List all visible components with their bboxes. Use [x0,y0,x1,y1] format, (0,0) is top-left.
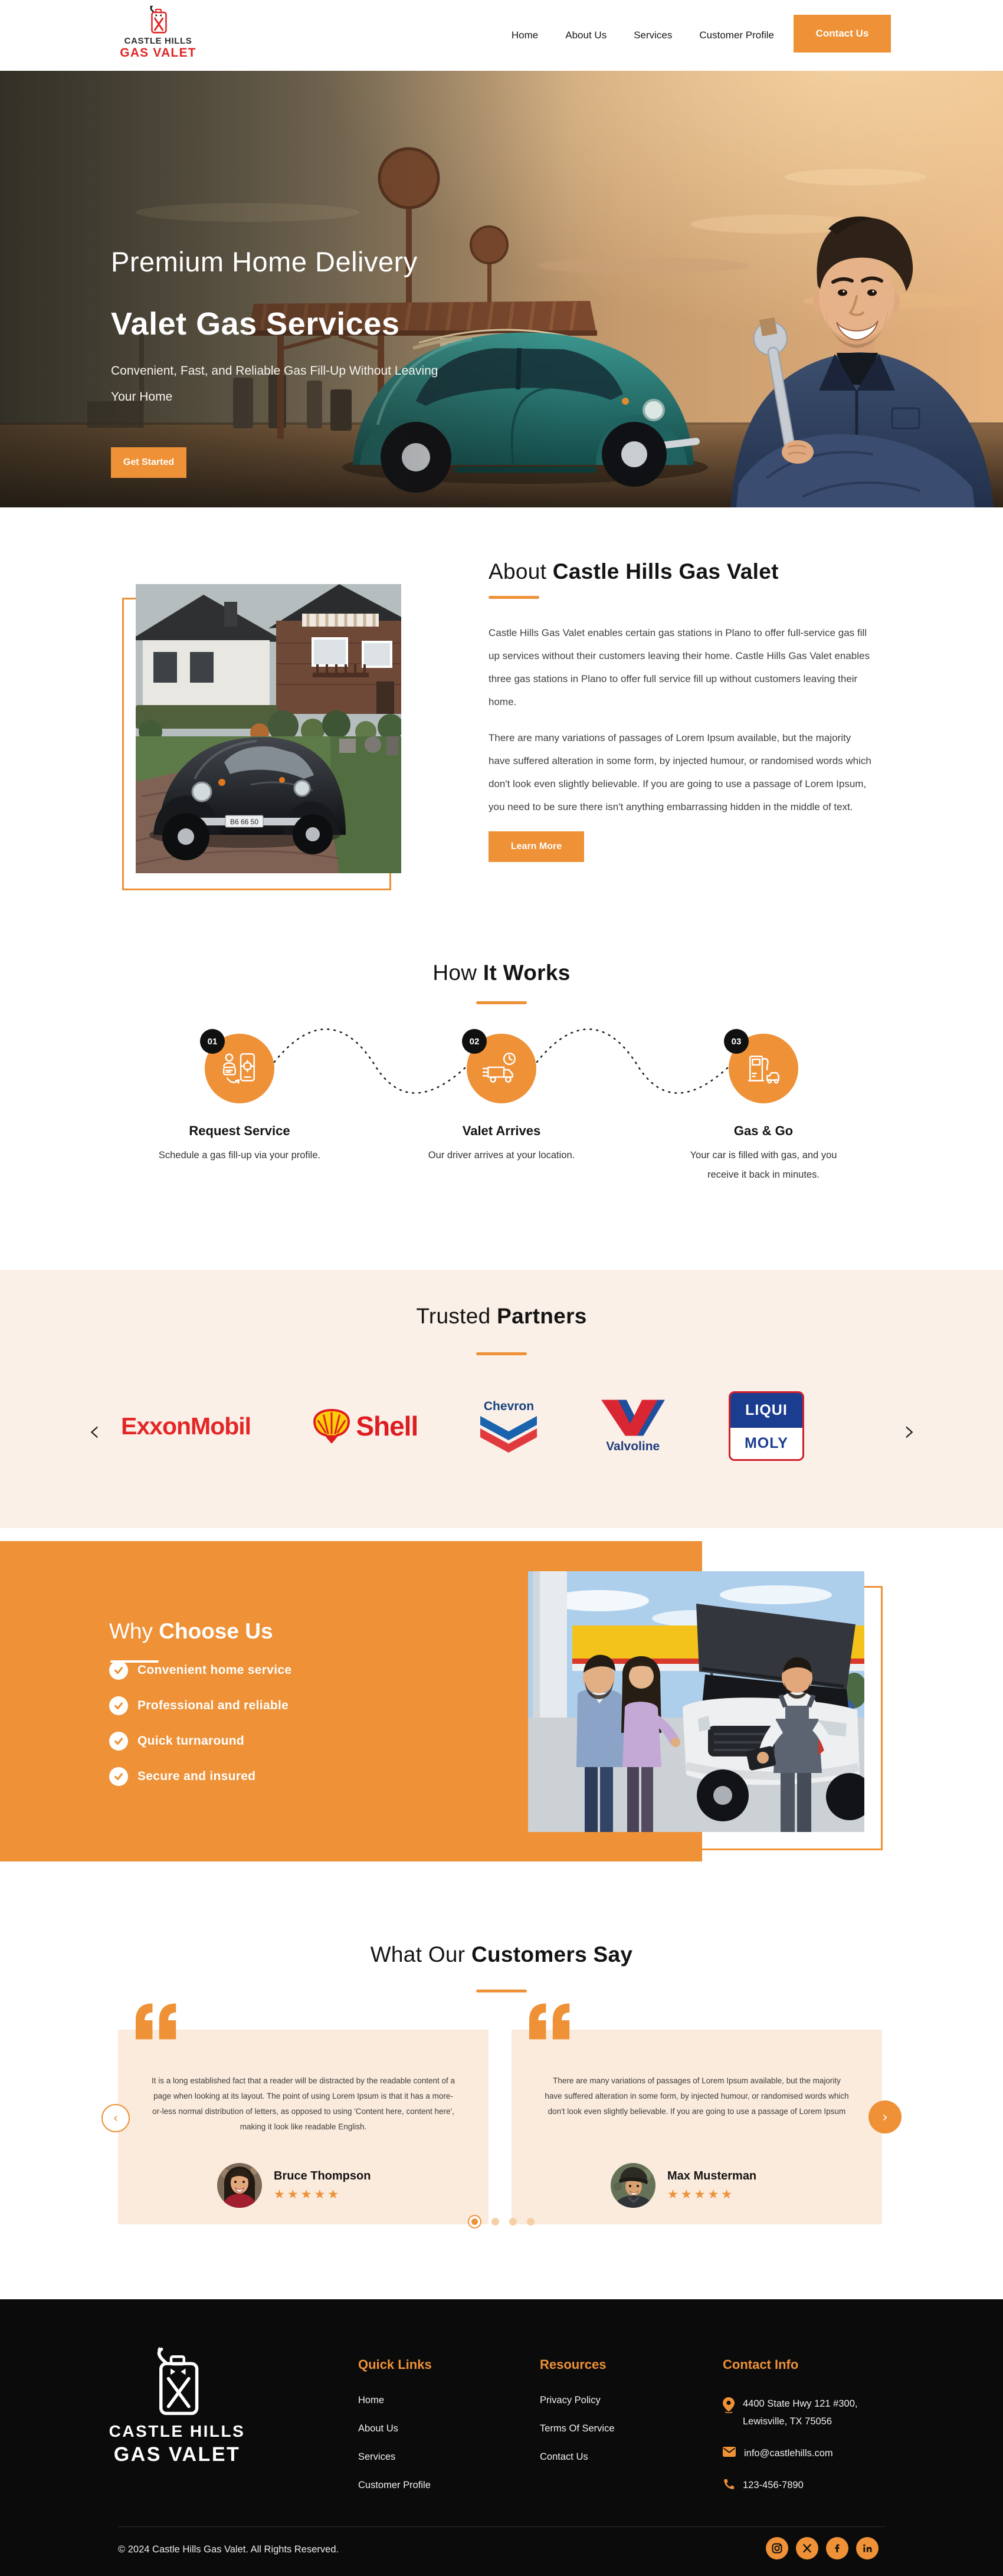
step-description: Your car is filled with gas, and you receive it back in minutes. [690,1150,837,1180]
step-description: Our driver arrives at your location. [428,1150,575,1161]
partner-logo-shell: Shell [313,1409,418,1443]
x-icon [802,2543,812,2554]
contact-us-button[interactable]: Contact Us [794,15,891,53]
footer-brand-logo[interactable] [105,2346,249,2466]
footer-divider [118,2526,885,2527]
instagram-button[interactable] [766,2537,788,2559]
footer-address: 4400 State Hwy 121 #300, Lewisville, TX 75056 [723,2395,900,2430]
check-icon [109,1767,128,1786]
check-icon [109,1661,128,1680]
section-underline [476,1990,527,1992]
instagram-icon [771,2542,783,2554]
check-icon [109,1696,128,1715]
footer-quick-links [358,2357,432,2508]
jerry-can-icon [146,5,170,34]
star-rating: ★★★★★ [667,2187,735,2201]
carousel-dot-3[interactable] [509,2218,517,2226]
testimonial-card [118,2030,489,2224]
brand-name-line1: CASTLE HILLS [124,36,192,46]
brand-name-line2: GAS VALET [120,46,196,60]
shell-pecten-icon [313,1409,350,1443]
valvoline-v-icon [600,1398,666,1437]
carousel-dot-4[interactable] [527,2218,535,2226]
carousel-dots [0,2213,1003,2230]
hero-image [0,71,1003,507]
step-circle [467,1034,536,1103]
partner-logo-valvoline: Valvoline [600,1398,666,1454]
phone-icon [723,2479,735,2490]
step-circle [205,1034,274,1103]
partner-logo-chevron: Chevron [480,1400,537,1453]
avatar [217,2163,262,2208]
testimonial-text: It is a long established fact that a reader will be distracted by the readable content of a page when looking at its layout. The point of using Lorem Ipsum is that it has a more-or-less normal distribution of letters, as opposed to using 'Content here, content here', making it look like readable English. [151,2076,455,2131]
footer-brand-line2: GAS VALET [113,2443,241,2466]
step-circle [729,1034,798,1103]
footer-link-about-us[interactable]: About Us [358,2423,398,2434]
linkedin-icon [862,2543,873,2554]
facebook-button[interactable] [826,2537,848,2559]
gas-pump-icon [744,1049,783,1088]
jerry-can-icon [148,2346,206,2416]
step-valet-arrives [413,1034,590,1165]
quote-icon [529,2003,572,2040]
location-pin-icon [723,2397,735,2413]
footer-resources [540,2357,615,2480]
about-image [136,584,401,873]
checklist-item: Professional and reliable [109,1696,291,1716]
envelope-icon [723,2447,736,2457]
nav-customer-profile[interactable]: Customer Profile [699,30,774,41]
testimonial-author [611,2163,756,2208]
partners-next-button[interactable]: › [904,1414,916,1448]
chevron-left-icon: ‹ [113,2110,119,2126]
why-checklist [109,1660,291,1802]
testimonials-title: What Our Customers Say [370,1942,633,1967]
partners-prev-button[interactable]: ‹ [88,1414,100,1448]
footer-contact-info [723,2357,900,2508]
x-twitter-button[interactable] [796,2537,818,2559]
checklist-item: Convenient home service [109,1660,291,1680]
checklist-item: Quick turnaround [109,1731,291,1751]
avatar [611,2163,655,2208]
partner-logo-exxonmobil: ExxonMobil [121,1412,251,1440]
license-plate: B6 66 50 [230,818,259,826]
how-it-works-title: How It Works [432,961,571,985]
hero-title-line1: Premium Home Delivery [111,246,418,277]
request-service-icon [220,1049,259,1088]
footer [0,2299,1003,2576]
footer-brand-line1: CASTLE HILLS [109,2422,245,2440]
checklist-item: Secure and insured [109,1767,291,1787]
footer-link-contact-us[interactable]: Contact Us [540,2452,588,2462]
step-title: Gas & Go [733,1123,794,1138]
chevron-right-icon: › [882,2109,888,2125]
step-number-badge: 01 [200,1029,225,1054]
testimonial-name: Max Musterman [667,2169,757,2182]
chevron-marks-icon [480,1416,537,1453]
about-paragraph-1: Castle Hills Gas Valet enables certain gas stations in Plano to offer full-service gas fill up services without their customers leaving their home. Castle Hills Gas Valet enables three gas stations in Plano to offer full service fill up without customers leaving their home. [489,627,870,707]
footer-column-title: Contact Info [723,2357,799,2372]
section-underline [476,1001,527,1004]
about-section [489,559,873,862]
about-title: About Castle Hills Gas Valet [489,559,779,584]
testimonials-next-button[interactable] [868,2100,902,2133]
about-paragraph-2: There are many variations of passages of Lorem Ipsum available, but the majority have suffered alteration in some form, by injected humour, or randomised words which don't look even slightly believable. If you are going to use a passage of Lorem Ipsum, you need to be sure there isn't anything embarrassing hidden in the middle of text. [489,732,871,812]
carousel-dot-2[interactable] [491,2218,499,2226]
why-choose-us-title: Why Choose Us [109,1619,273,1643]
valet-truck-icon [482,1049,521,1088]
footer-link-home[interactable]: Home [358,2395,385,2405]
main-nav [512,0,774,71]
hero-subtitle: Convenient, Fast, and Reliable Gas Fill-Up Without Leaving Your Home [111,364,438,404]
step-number-badge: 02 [462,1029,487,1054]
step-gas-and-go [675,1034,852,1185]
partner-logo-liqui-moly: LIQUI MOLY [729,1391,804,1461]
step-title: Valet Arrives [462,1123,541,1138]
hero-title-line2: Valet Gas Services [111,306,400,342]
learn-more-button[interactable]: Learn More [489,831,584,862]
nav-services[interactable]: Services [634,30,673,41]
footer-copyright: © 2024 Castle Hills Gas Valet. All Rights Reserved. [118,2544,339,2555]
nav-home[interactable]: Home [511,30,539,41]
testimonial-card [512,2030,882,2224]
section-underline [476,1352,527,1355]
footer-column-title: Resources [540,2357,607,2372]
partners-title: Trusted Partners [416,1304,587,1328]
site-header [0,0,1003,71]
footer-social-links [766,2537,879,2559]
get-started-button[interactable]: Get Started [111,447,186,478]
step-request-service [151,1034,328,1165]
check-icon [109,1732,128,1751]
quote-icon [136,2003,178,2040]
facebook-icon [832,2543,843,2554]
testimonial-text: There are many variations of passages of Lorem Ipsum available, but the majority have suffered alteration in some form, by injected humour, or randomised words which don't look even slightly believable. If you are going to use a passage of Lorem Ipsum [545,2076,849,2116]
footer-link-terms-of-service[interactable]: Terms Of Service [540,2423,615,2434]
linkedin-button[interactable] [856,2537,879,2559]
star-rating: ★★★★★ [274,2187,342,2201]
why-choose-photo [528,1571,864,1832]
section-underline [489,596,539,599]
footer-phone[interactable]: 123-456-7890 [723,2476,900,2494]
footer-link-customer-profile[interactable]: Customer Profile [358,2480,431,2490]
step-description: Schedule a gas fill-up via your profile. [158,1150,321,1161]
brand-logo[interactable] [120,5,196,60]
footer-link-services[interactable]: Services [358,2452,396,2462]
partners-logo-row [121,1382,804,1470]
footer-email[interactable]: info@castlehills.com [723,2444,900,2462]
step-title: Request Service [189,1123,290,1138]
partners-section [0,1270,1003,1528]
footer-link-privacy-policy[interactable]: Privacy Policy [540,2395,601,2405]
testimonial-name: Bruce Thompson [274,2169,371,2182]
testimonials-prev-button[interactable] [101,2104,130,2132]
step-number-badge: 03 [724,1029,749,1054]
carousel-dot-1[interactable] [471,2218,478,2225]
nav-about-us[interactable]: About Us [565,30,607,41]
testimonial-author [217,2163,371,2208]
hero-section [0,71,1003,507]
footer-column-title: Quick Links [358,2357,432,2372]
